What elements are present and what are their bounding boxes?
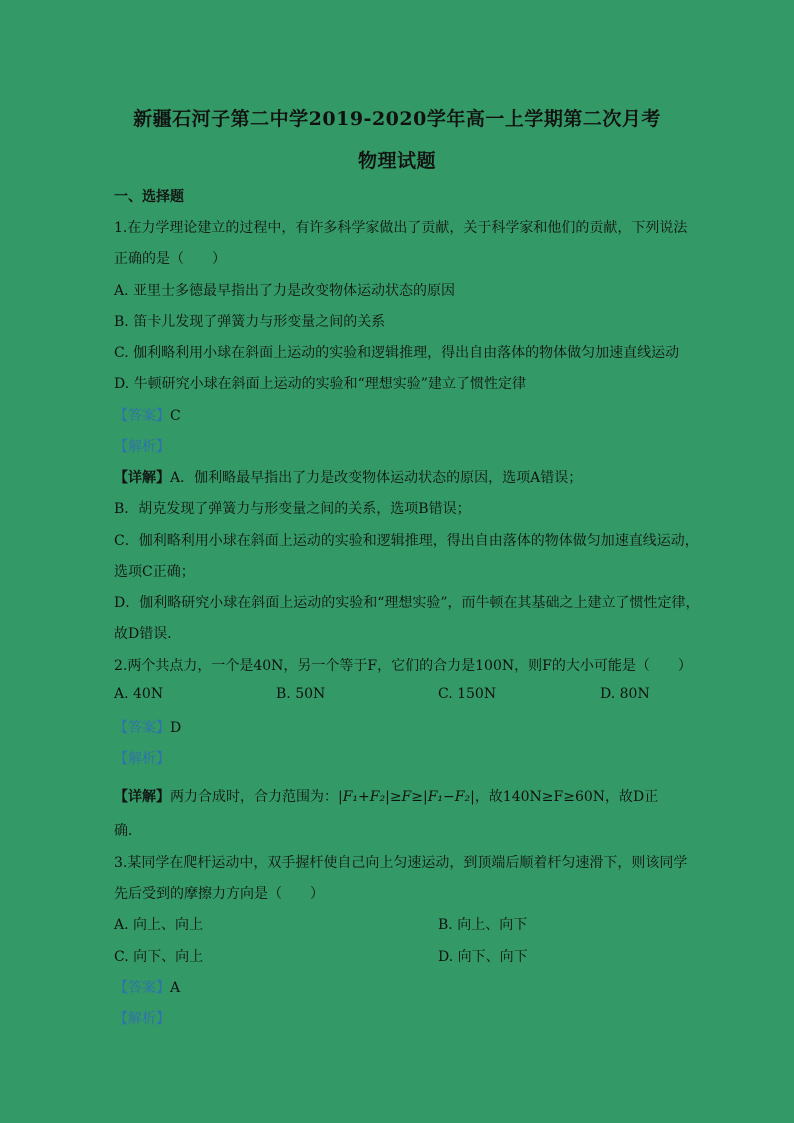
q2-detail-line2: 确． (114, 823, 142, 839)
q3-answer-value: A (170, 980, 181, 996)
answer-tag: 【答案】 (114, 980, 170, 996)
q1-analysis-tag: 【解析】 (114, 439, 170, 455)
q2-option-b: B. 50N (276, 686, 326, 702)
detail-tag: 【详解】 (114, 789, 170, 805)
q2-answer-value: D (170, 720, 182, 736)
q1-stem-line1: 1.在力学理论建立的过程中，有许多科学家做出了贡献，关于科学家和他们的贡献，下列说法 (114, 220, 688, 236)
q1-option-b: B. 笛卡儿发现了弹簧力与形变量之间的关系 (114, 314, 386, 330)
answer-tag: 【答案】 (114, 408, 170, 424)
q3-option-b: B. 向上、向下 (438, 917, 528, 933)
document-subtitle: 物理试题 (357, 150, 436, 172)
q1-answer (114, 405, 181, 425)
q3-stem-line2: 先后受到的摩擦力方向是（ ） (114, 886, 324, 902)
document-title: 新疆石河子第二中学2019-2020学年高一上学期第二次月考 (133, 108, 661, 130)
q1-option-d: D. 牛顿研究小球在斜面上运动的实验和“理想实验”建立了惯性定律 (114, 376, 526, 392)
q1-detail-line2: B．胡克发现了弹簧力与形变量之间的关系，选项B错误； (114, 501, 471, 517)
q2-option-a: A. 40N (114, 686, 164, 702)
q1-detail-line4: 选项C正确； (114, 564, 195, 580)
q1-detail-line3: C．伽利略利用小球在斜面上运动的实验和逻辑推理，得出自由落体的物体做匀加速直线运动， (114, 533, 699, 549)
q3-option-a: A. 向上、向上 (114, 917, 204, 933)
q1-detail-line5: D．伽利略研究小球在斜面上运动的实验和“理想实验”，而牛顿在其基础之上建立了惯性定律， (114, 595, 700, 611)
q1-option-c: C. 伽利略利用小球在斜面上运动的实验和逻辑推理，得出自由落体的物体做匀加速直线运动 (114, 345, 680, 361)
q2-option-d: D. 80N (600, 686, 650, 702)
q3-option-d: D. 向下、向下 (438, 949, 528, 965)
answer-tag: 【答案】 (114, 720, 170, 736)
q2-option-c: C. 150N (438, 686, 497, 702)
q2-answer (114, 717, 181, 737)
q1-answer-value: C (170, 408, 181, 424)
q3-stem-line1: 3.某同学在爬杆运动中，双手握杆使自己向上匀速运动，到顶端后顺着杆匀速滑下，则该同学 (114, 855, 688, 871)
q3-option-c: C. 向下、向上 (114, 949, 204, 965)
q3-answer (114, 977, 180, 997)
q1-option-a: A. 亚里士多德最早指出了力是改变物体运动状态的原因 (114, 283, 456, 299)
q2-stem: 2.两个共点力，一个是40N，另一个等于F，它们的合力是100N，则F的大小可能是（ ） (114, 658, 692, 674)
detail-tag: 【详解】 (114, 470, 170, 486)
section-heading: 一、选择题 (114, 189, 184, 205)
q2-detail-line1: 【详解】两力合成时，合力范围为：|F₁+F₂|≥F≥|F₁−F₂|，故140N≥F≥60N，故D正 (114, 789, 659, 805)
force-range-formula: |F₁+F₂|≥F≥|F₁−F₂| (338, 789, 475, 805)
q2-analysis-tag: 【解析】 (114, 751, 170, 767)
q1-detail-line1: 【详解】A．伽利略最早指出了力是改变物体运动状态的原因，选项A错误； (114, 470, 583, 486)
q1-detail-line6: 故D错误． (114, 626, 182, 642)
q3-analysis-tag: 【解析】 (114, 1011, 170, 1027)
q1-stem-line2: 正确的是（ ） (114, 251, 226, 267)
